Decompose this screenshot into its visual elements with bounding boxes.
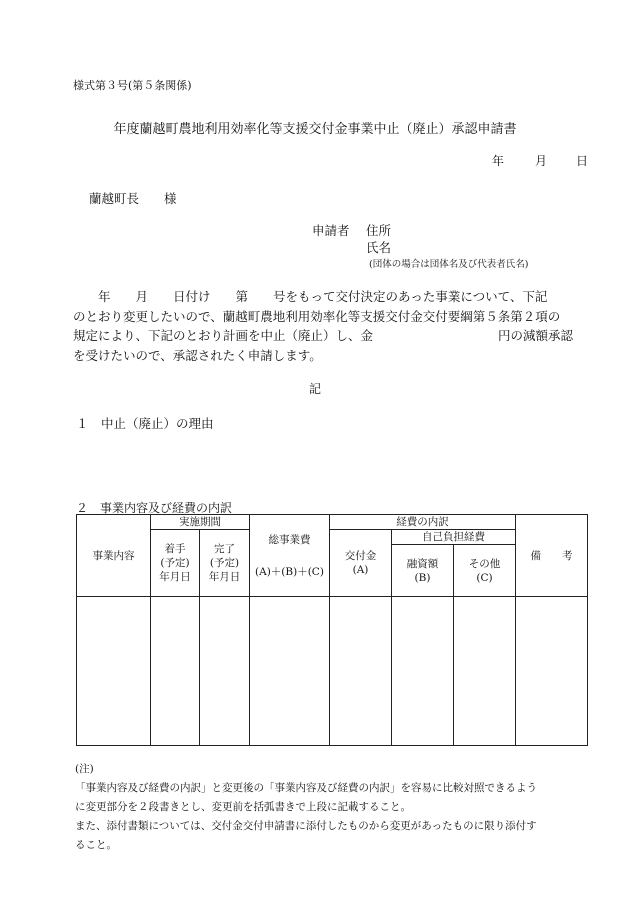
cost-breakdown-table xyxy=(76,514,588,746)
date-day: 日 xyxy=(576,154,589,168)
document-title: 年度蘭越町農地利用効率化等支援交付金事業中止（廃止）承認申請書 xyxy=(113,122,517,137)
start-date: 年月日 xyxy=(159,571,191,583)
table-cell xyxy=(151,597,200,746)
total-formula: (A)＋(B)＋(C) xyxy=(255,565,324,578)
applicant-label: 申請者 xyxy=(312,223,350,238)
body-line: を受けたいので、承認されたく申請します。 xyxy=(73,347,322,363)
col-self-burden: 自己負担経費 xyxy=(392,530,516,545)
col-start xyxy=(151,530,200,597)
col-content: 事業内容 xyxy=(77,515,151,597)
grant-label: 交付金 xyxy=(344,550,377,562)
notes-line: ること。 xyxy=(75,839,117,851)
addressee: 蘭越町長 様 xyxy=(89,191,177,206)
loan-code: (B) xyxy=(414,571,431,584)
notes-line: に変更部分を２段書きとし、変更前を括弧書きで上段に記載すること。 xyxy=(75,801,411,813)
table-cell xyxy=(77,597,151,746)
notes-heading: (注) xyxy=(75,763,94,775)
table-cell xyxy=(516,597,588,746)
table-cell xyxy=(392,597,454,746)
request-body xyxy=(73,287,598,365)
total-label: 総事業費 xyxy=(268,533,311,546)
name-label: 氏名 xyxy=(366,240,392,255)
other-code: (C) xyxy=(476,571,493,584)
end-planned: (予定) xyxy=(209,557,240,569)
col-breakdown: 経費の内訳 xyxy=(330,515,516,530)
notes-line: 「事業内容及び経費の内訳」と変更後の「事業内容及び経費の内訳」を容易に比較対照できるよう xyxy=(75,782,537,794)
section-2-heading: ２ 事業内容及び経費の内訳 xyxy=(76,501,233,515)
col-loan xyxy=(392,545,454,597)
applicant-note: (団体の場合は団体名及び代表者氏名) xyxy=(369,259,529,270)
table-row xyxy=(77,597,588,746)
ki-mark: 記 xyxy=(308,382,321,396)
address-label: 住所 xyxy=(366,223,392,238)
col-grant xyxy=(330,530,392,597)
col-total xyxy=(250,515,330,597)
body-line: のとおり変更したいので、蘭越町農地利用効率化等支援交付金交付要綱第５条第２項の xyxy=(73,308,561,324)
col-period: 実施期間 xyxy=(151,515,250,530)
table-cell xyxy=(454,597,516,746)
section-1-heading: １ 中止（廃止）の理由 xyxy=(76,416,214,431)
body-line: 年 月 日付け 第 号をもって交付決定のあった事業について、下記 xyxy=(73,289,548,304)
end-date: 年月日 xyxy=(208,571,241,583)
other-label: その他 xyxy=(468,557,501,570)
grant-code: (A) xyxy=(352,564,369,576)
col-end xyxy=(200,530,250,597)
table-cell xyxy=(200,597,250,746)
table-cell xyxy=(250,597,330,746)
col-remarks: 備 考 xyxy=(516,515,588,597)
start-label: 着手 xyxy=(164,543,186,555)
notes xyxy=(75,760,610,855)
table-cell xyxy=(330,597,392,746)
col-other xyxy=(454,545,516,597)
end-label: 完了 xyxy=(214,543,235,555)
form-number: 様式第３号(第５条関係) xyxy=(73,79,192,92)
notes-line: また、添付書類については、交付金交付申請書に添付したものから変更があったものに限り添付す xyxy=(75,820,537,832)
loan-label: 融資額 xyxy=(406,557,439,570)
date-month: 月 xyxy=(535,154,548,168)
start-planned: (予定) xyxy=(160,557,190,569)
body-line: 規定により、下記のとおり計画を中止（廃止）し、金 円の減額承認 xyxy=(73,328,574,343)
date-year: 年 xyxy=(492,154,505,168)
